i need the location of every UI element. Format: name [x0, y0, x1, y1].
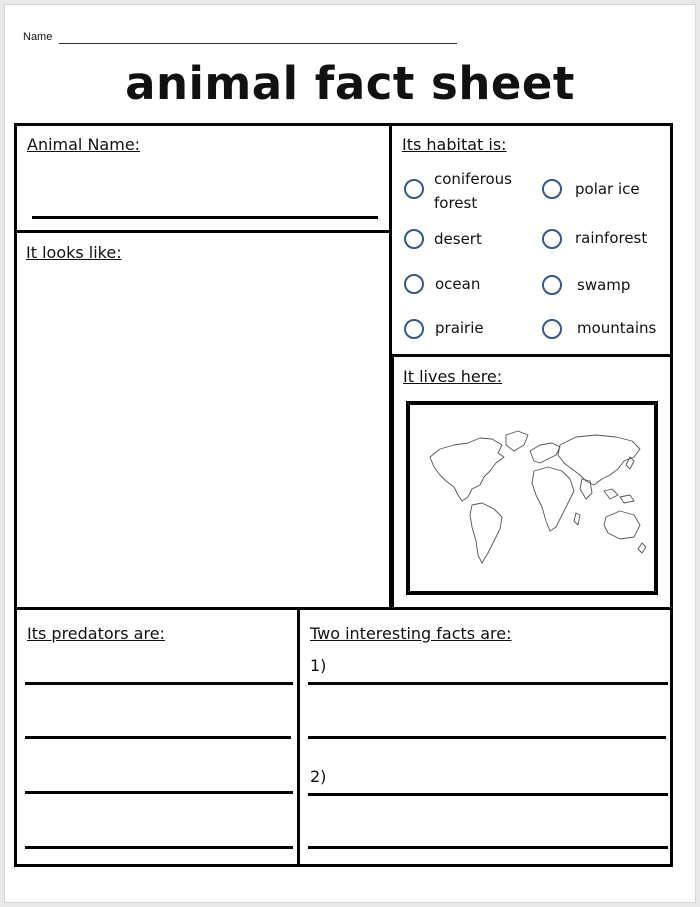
looks-like-label: It looks like:: [26, 243, 122, 262]
fact-line-2[interactable]: [308, 736, 666, 739]
predator-line-4[interactable]: [25, 846, 293, 849]
predator-line-2[interactable]: [25, 736, 291, 739]
radio-rainforest[interactable]: [542, 229, 562, 249]
drawing-area[interactable]: [23, 269, 383, 601]
option-ocean: ocean: [435, 275, 481, 293]
habitat-label: Its habitat is:: [402, 135, 507, 154]
radio-mountains[interactable]: [542, 319, 562, 339]
name-write-line[interactable]: [59, 43, 457, 44]
lives-here-label: It lives here:: [403, 367, 503, 386]
predator-line-1[interactable]: [25, 682, 293, 685]
animal-name-label: Animal Name:: [27, 135, 141, 154]
name-label: Name: [23, 31, 53, 43]
fact-line-4[interactable]: [308, 846, 668, 849]
radio-desert[interactable]: [404, 229, 424, 249]
radio-ocean[interactable]: [404, 274, 424, 294]
option-mountains: mountains: [577, 319, 657, 337]
radio-coniferous-forest[interactable]: [404, 179, 424, 199]
fact-number-1: 1): [310, 656, 327, 675]
animal-name-box: [14, 123, 392, 233]
option-polar-ice: polar ice: [575, 180, 640, 198]
page-title: animal fact sheet: [125, 57, 575, 110]
map-frame: [406, 401, 658, 595]
radio-prairie[interactable]: [404, 319, 424, 339]
predator-line-3[interactable]: [25, 791, 293, 794]
looks-like-box: [14, 230, 392, 610]
fact-line-3[interactable]: [308, 793, 668, 796]
predators-label: Its predators are:: [27, 624, 165, 643]
facts-label: Two interesting facts are:: [310, 624, 512, 643]
worksheet-page: [4, 4, 696, 903]
world-map-outline-icon: [410, 405, 654, 591]
option-swamp: swamp: [577, 276, 631, 294]
lives-here-box: [391, 354, 673, 610]
option-rainforest: rainforest: [575, 229, 648, 247]
fact-number-2: 2): [310, 767, 327, 786]
predators-box: [14, 607, 300, 867]
option-coniferous-forest: coniferous forest: [434, 170, 512, 212]
facts-box: [297, 607, 673, 867]
option-desert: desert: [434, 230, 482, 248]
radio-polar-ice[interactable]: [542, 179, 562, 199]
radio-swamp[interactable]: [542, 275, 562, 295]
habitat-box: [389, 123, 673, 357]
animal-name-write-line[interactable]: [32, 216, 378, 219]
option-prairie: prairie: [435, 319, 484, 337]
fact-line-1[interactable]: [308, 682, 668, 685]
